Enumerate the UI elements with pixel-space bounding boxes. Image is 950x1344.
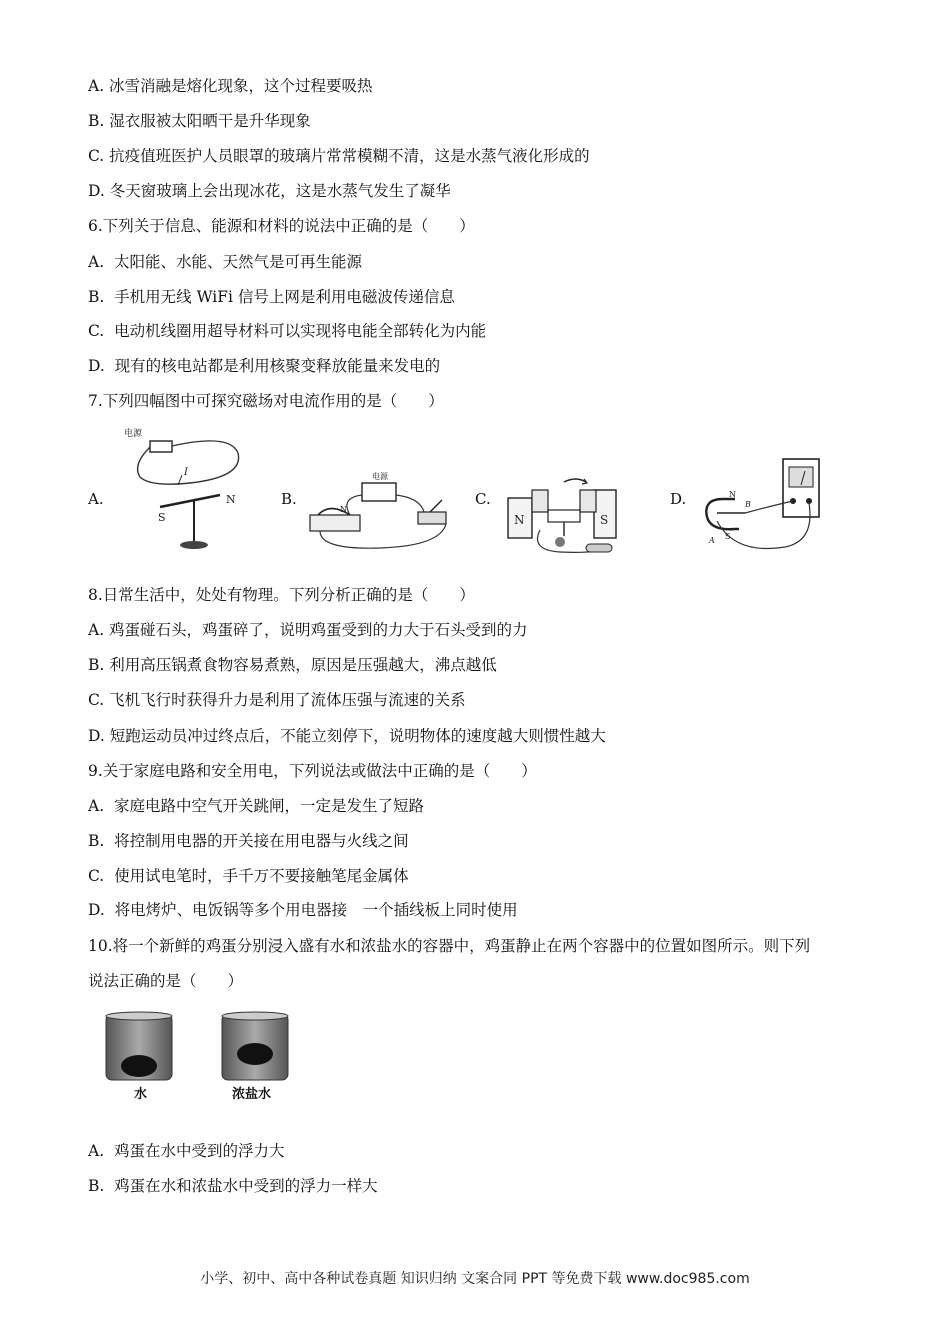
point-a-label: A <box>709 536 715 545</box>
q10-beakers-figure <box>100 1010 300 1105</box>
magnet-n-label: N <box>514 513 525 527</box>
current-label: I <box>184 467 188 478</box>
q5-option-d: D. 冬天窗玻璃上会出现冰花，这是水蒸气发生了凝华 <box>88 182 451 200</box>
q6-option-c: C. 电动机线圈用超导材料可以实现将电能全部转化为内能 <box>88 322 487 340</box>
q9-stem: 9.关于家庭电路和安全用电，下列说法或做法中正确的是（ ） <box>88 762 537 780</box>
q10-option-a: A. 鸡蛋在水中受到的浮力大 <box>88 1142 285 1160</box>
q7-figure-b-generator-circuit <box>300 470 460 555</box>
compass-n-label: N <box>226 493 236 506</box>
magnet-s-label: S <box>600 513 609 527</box>
battery-label: 电源 <box>124 429 143 439</box>
q7-figure-d-galvanometer <box>695 455 835 555</box>
q7-figure-c-motor <box>500 470 630 560</box>
beaker-saltwater <box>222 1012 288 1102</box>
q7-figure-b-label: B. <box>281 490 297 508</box>
q7-figure-a-compass-wire <box>120 425 250 555</box>
q5-option-c: C. 抗疫值班医护人员眼罩的玻璃片常常模糊不清，这是水蒸气液化形成的 <box>88 147 590 165</box>
magnet-n-label: N <box>340 505 347 514</box>
page-footer: 小学、初中、高中各种试卷真题 知识归纳 文案合同 PPT 等免费下载 www.doc985.com <box>200 1271 750 1287</box>
q8-option-d: D. 短跑运动员冲过终点后，不能立刻停下，说明物体的速度越大则惯性越大 <box>88 727 606 745</box>
magnet-n-label: N <box>729 490 736 499</box>
q9-option-c: C. 使用试电笔时，手千万不要接触笔尾金属体 <box>88 867 409 885</box>
point-b-label: B <box>745 500 751 509</box>
q8-option-b: B. 利用高压锅煮食物容易煮熟，原因是压强越大，沸点越低 <box>88 656 497 674</box>
q10-stem-line2: 说法正确的是（ ） <box>88 972 244 990</box>
q7-figure-a-label: A. <box>88 490 104 508</box>
q5-option-b: B. 湿衣服被太阳晒干是升华现象 <box>88 112 311 130</box>
q6-option-d: D. 现有的核电站都是利用核聚变释放能量来发电的 <box>88 357 441 375</box>
q8-stem: 8.日常生活中，处处有物理。下列分析正确的是（ ） <box>88 586 475 604</box>
magnet-s-label: S <box>725 532 731 541</box>
q6-option-a: A. 太阳能、水能、天然气是可再生能源 <box>88 253 362 271</box>
q9-option-d: D. 将电烤炉、电饭锅等多个用电器接 一个插线板上同时使用 <box>88 901 518 919</box>
q5-option-a: A. 冰雪消融是熔化现象，这个过程要吸热 <box>88 77 373 95</box>
power-label: 电源 <box>372 472 388 481</box>
q7-figure-c-label: C. <box>475 490 491 508</box>
q9-option-a: A. 家庭电路中空气开关跳闸，一定是发生了短路 <box>88 797 424 815</box>
q10-option-b: B. 鸡蛋在水和浓盐水中受到的浮力一样大 <box>88 1177 378 1195</box>
q9-option-b: B. 将控制用电器的开关接在用电器与火线之间 <box>88 832 409 850</box>
compass-s-label: S <box>158 511 166 524</box>
beaker-saltwater-label: 浓盐水 <box>232 1087 272 1102</box>
q6-stem: 6.下列关于信息、能源和材料的说法中正确的是（ ） <box>88 217 475 235</box>
beaker-water <box>106 1012 172 1102</box>
q7-stem: 7.下列四幅图中可探究磁场对电流作用的是（ ） <box>88 392 444 410</box>
q6-option-b: B. 手机用无线 WiFi 信号上网是利用电磁波传递信息 <box>88 288 455 306</box>
q7-figure-d-label: D. <box>670 490 687 508</box>
q8-option-c: C. 飞机飞行时获得升力是利用了流体压强与流速的关系 <box>88 691 466 709</box>
beaker-water-label: 水 <box>134 1087 148 1102</box>
q8-option-a: A. 鸡蛋碰石头，鸡蛋碎了，说明鸡蛋受到的力大于石头受到的力 <box>88 621 528 639</box>
q10-stem-line1: 10.将一个新鲜的鸡蛋分别浸入盛有水和浓盐水的容器中，鸡蛋静止在两个容器中的位置如图所示。则下列 <box>88 937 811 955</box>
